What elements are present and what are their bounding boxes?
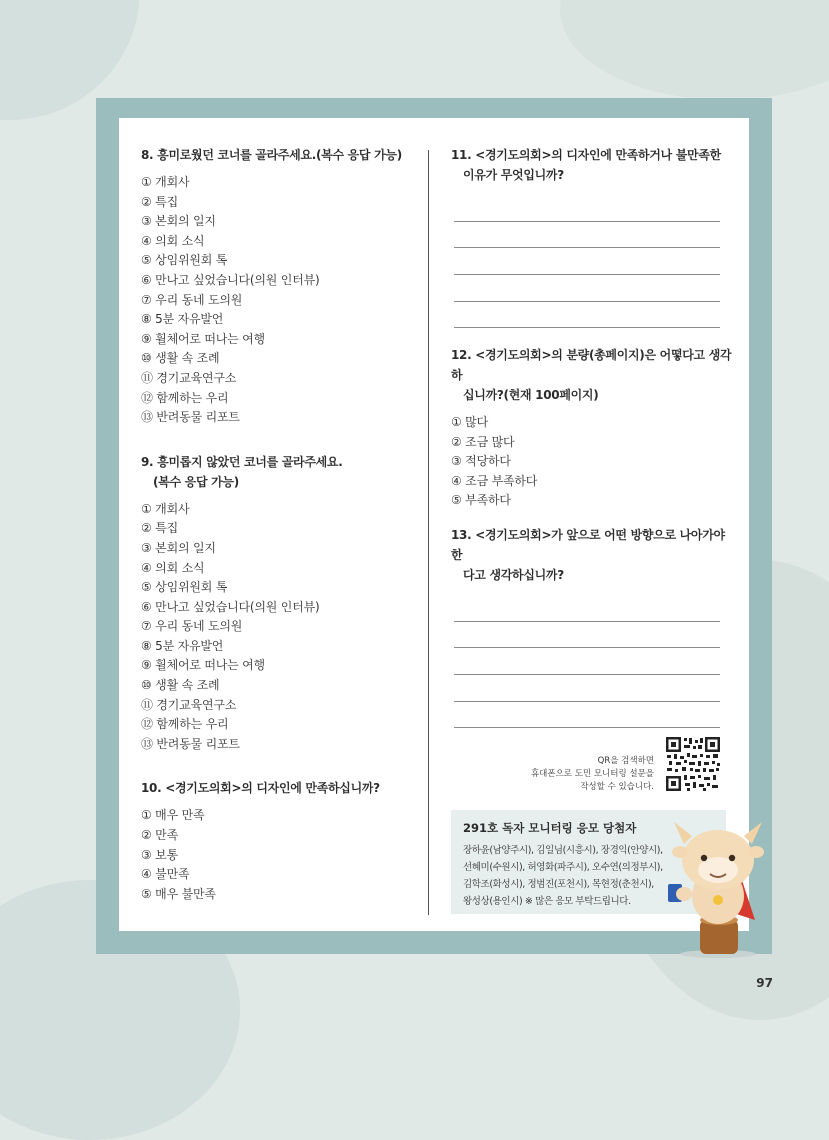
option[interactable]: ⑧ 5분 자유발언	[141, 312, 224, 327]
answer-line[interactable]	[454, 222, 720, 249]
options-list	[451, 413, 736, 511]
answer-line[interactable]	[454, 675, 720, 702]
question-title-line1: 13. <경기도의회>가 앞으로 어떤 방향으로 나아가야 한	[451, 528, 725, 562]
options-list	[141, 500, 421, 755]
option[interactable]: ⑥ 만나고 싶었습니다(의원 인터뷰)	[141, 599, 320, 614]
option[interactable]: ① 개회사	[141, 175, 190, 189]
answer-line[interactable]	[454, 648, 720, 675]
question-9	[141, 452, 421, 755]
options-list	[141, 806, 421, 904]
qr-instruction-line: 휴대폰으로 도민 모니터링 설문을	[530, 769, 654, 779]
option[interactable]: ⑦ 우리 동네 도의원	[141, 292, 243, 307]
mascot-illustration	[660, 808, 772, 958]
answer-line[interactable]	[454, 302, 720, 329]
winners-title: 291호 독자 모니터링 응모 당첨자	[463, 821, 637, 835]
option[interactable]: ⑨ 휠체어로 떠나는 여행	[141, 658, 265, 673]
question-title-line2: 이유가 무엇입니까?	[463, 168, 564, 182]
question-title-line1: 9. 흥미롭지 않았던 코너를 골라주세요.	[141, 454, 343, 469]
question-title	[451, 345, 736, 405]
answer-line[interactable]	[454, 702, 720, 729]
question-11	[451, 145, 736, 345]
qr-instruction-line: 작성할 수 있습니다.	[580, 782, 654, 792]
left-column	[141, 145, 421, 928]
option[interactable]: ⑥ 만나고 싶었습니다(의원 인터뷰)	[141, 272, 320, 287]
qr-instructions	[531, 755, 654, 794]
option[interactable]: ④ 조금 부족하다	[451, 473, 538, 488]
answer-line[interactable]	[454, 275, 720, 302]
option[interactable]: ② 만족	[141, 828, 178, 843]
column-divider	[428, 150, 429, 915]
option[interactable]: ③ 적당하다	[451, 454, 511, 469]
answer-lines	[454, 595, 736, 728]
question-12	[451, 345, 736, 525]
option[interactable]: ② 특집	[141, 194, 178, 209]
option[interactable]: ⑩ 생활 속 조례	[141, 351, 220, 366]
question-title: 8. 흥미로웠던 코너를 골라주세요.(복수 응답 가능)	[141, 148, 402, 162]
option[interactable]: ⑪ 경기교육연구소	[141, 697, 237, 712]
qr-code-icon[interactable]	[665, 736, 721, 792]
options-list	[141, 173, 421, 428]
option[interactable]: ⑧ 5분 자유발언	[141, 638, 224, 653]
winners-line: 김학조(화성시), 정범진(포천시), 목현정(춘천시),	[463, 879, 654, 890]
option[interactable]: ④ 의회 소식	[141, 560, 205, 575]
option[interactable]: ① 많다	[451, 415, 488, 429]
question-title-line2: 다고 생각하십니까?	[463, 568, 564, 582]
option[interactable]: ④ 의회 소식	[141, 233, 205, 248]
option[interactable]: ⑪ 경기교육연구소	[141, 370, 237, 385]
answer-line[interactable]	[454, 248, 720, 275]
option[interactable]: ⑦ 우리 동네 도의원	[141, 619, 243, 634]
option[interactable]: ⑤ 매우 불만족	[141, 886, 216, 901]
winners-line: 선혜미(수원시), 허영화(파주시), 오수연(의정부시),	[463, 862, 663, 873]
option[interactable]: ⑬ 반려동물 리포트	[141, 736, 240, 751]
option[interactable]: ⑤ 부족하다	[451, 493, 511, 508]
question-title	[451, 145, 736, 185]
option[interactable]: ③ 본회의 일지	[141, 214, 216, 229]
option[interactable]: ② 조금 많다	[451, 434, 515, 449]
option[interactable]: ⑫ 함께하는 우리	[141, 717, 229, 732]
option[interactable]: ⑫ 함께하는 우리	[141, 390, 229, 405]
right-column	[451, 145, 736, 728]
answer-line[interactable]	[454, 195, 720, 222]
option[interactable]: ④ 불만족	[141, 867, 190, 882]
winners-line: 장하윤(남양주시), 김일님(시흥시), 장경익(안양시),	[463, 845, 663, 856]
question-8	[141, 145, 421, 428]
option[interactable]: ⑩ 생활 속 조례	[141, 678, 220, 693]
qr-instruction-line: QR을 검색하면	[597, 756, 654, 766]
option[interactable]: ⑨ 휠체어로 떠나는 여행	[141, 331, 265, 346]
question-10	[141, 778, 421, 904]
option[interactable]: ⑬ 반려동물 리포트	[141, 410, 240, 425]
answer-line[interactable]	[454, 622, 720, 649]
background-circle	[560, 0, 829, 100]
option[interactable]: ③ 본회의 일지	[141, 540, 216, 555]
option[interactable]: ① 매우 만족	[141, 808, 205, 823]
question-title-line1: 11. <경기도의회>의 디자인에 만족하거나 불만족한	[451, 148, 721, 162]
winners-line: 왕성상(용인시) ※ 많은 응모 부탁드립니다.	[463, 896, 631, 907]
page-number: 97	[756, 976, 773, 990]
option[interactable]: ② 특집	[141, 521, 178, 536]
question-13	[451, 525, 736, 728]
question-title	[141, 452, 421, 492]
answer-line[interactable]	[454, 595, 720, 622]
question-title	[451, 525, 736, 585]
question-title-line2: (복수 응답 가능)	[153, 474, 239, 489]
option[interactable]: ⑤ 상임위원회 톡	[141, 580, 228, 595]
question-title: 10. <경기도의회>의 디자인에 만족하십니까?	[141, 781, 380, 796]
answer-lines	[454, 195, 736, 328]
option[interactable]: ⑤ 상임위원회 톡	[141, 253, 228, 268]
question-title-line1: 12. <경기도의회>의 분량(총페이지)은 어떻다고 생각하	[451, 348, 732, 382]
question-title-line2: 십니까?(현재 100페이지)	[463, 388, 599, 402]
option[interactable]: ③ 보통	[141, 847, 178, 862]
option[interactable]: ① 개회사	[141, 501, 190, 516]
